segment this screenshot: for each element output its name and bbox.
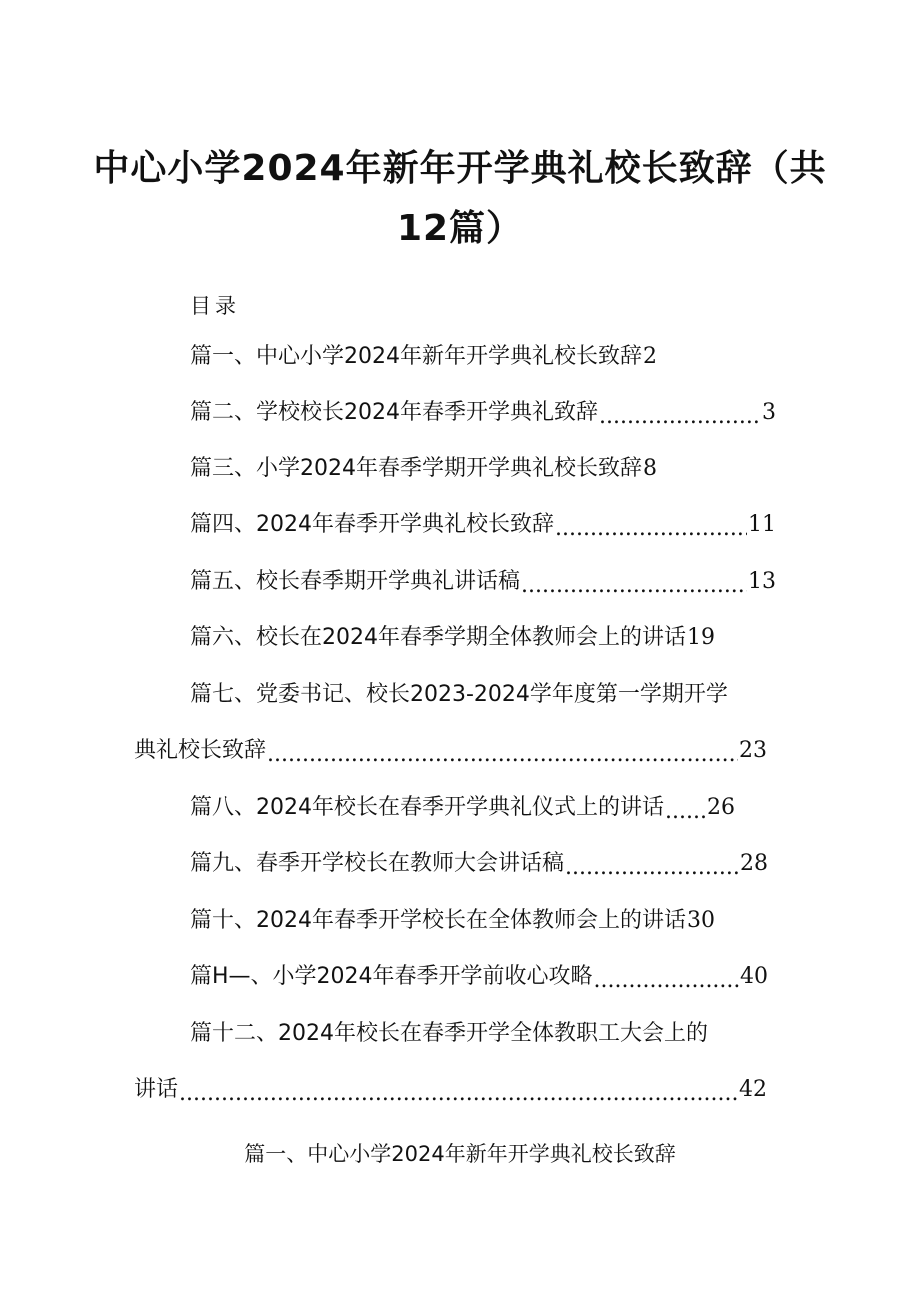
toc-entry-text: 篇十、2024年春季开学校长在全体教师会上的讲话 bbox=[190, 908, 686, 933]
toc-entry-text: 篇五、校长春季期开学典礼讲话稿 bbox=[190, 569, 521, 594]
document-title-line-1: 中心小学2024年新年开学典礼校长致辞（共 bbox=[93, 148, 827, 189]
toc-entry-11[interactable] bbox=[190, 960, 768, 994]
toc-entry-7-line-1[interactable] bbox=[190, 678, 728, 712]
toc-leader-dots bbox=[664, 799, 706, 825]
toc-entry-page: 2 bbox=[643, 344, 657, 369]
toc-entry-8[interactable] bbox=[190, 791, 735, 825]
toc-entry-12-line-1[interactable] bbox=[190, 1017, 708, 1051]
toc-entry-9[interactable] bbox=[190, 847, 768, 881]
toc-entry-page: 13 bbox=[748, 569, 776, 594]
toc-entry-page: 8 bbox=[643, 456, 657, 481]
toc-entry-text: 篇八、2024年校长在春季开学典礼仪式上的讲话 bbox=[190, 795, 664, 820]
toc-entry-page: 3 bbox=[762, 400, 776, 425]
toc-entry-7-line-2[interactable] bbox=[134, 734, 767, 768]
toc-entry-3[interactable] bbox=[190, 452, 657, 486]
toc-entry-1[interactable] bbox=[190, 340, 657, 374]
toc-entry-page: 40 bbox=[740, 964, 768, 989]
document-title-line-2: 12篇） bbox=[396, 208, 524, 249]
toc-entry-5[interactable] bbox=[190, 565, 776, 599]
section-heading: 篇一、中心小学2024年新年开学典礼校长致辞 bbox=[244, 1142, 676, 1166]
toc-entry-6[interactable] bbox=[190, 621, 715, 655]
toc-entry-text: 篇四、2024年春季开学典礼校长致辞 bbox=[190, 512, 554, 537]
toc-leader-dots bbox=[178, 1081, 738, 1107]
toc-leader-dots bbox=[593, 968, 739, 994]
toc-entry-page: 23 bbox=[739, 738, 767, 763]
toc-entry-text: 篇一、中心小学2024年新年开学典礼校长致辞 bbox=[190, 344, 642, 369]
toc-leader-dots bbox=[554, 516, 747, 542]
toc-entry-page: 19 bbox=[687, 625, 715, 650]
toc-entry-page: 26 bbox=[707, 795, 735, 820]
toc-leader-dots bbox=[266, 742, 738, 768]
toc-entry-text: 篇三、小学2024年春季学期开学典礼校长致辞 bbox=[190, 456, 642, 481]
toc-leader-dots bbox=[520, 573, 747, 599]
toc-entry-page: 42 bbox=[739, 1077, 767, 1102]
toc-entry-4[interactable] bbox=[190, 508, 776, 542]
toc-entry-page: 28 bbox=[740, 851, 768, 876]
toc-entry-page: 11 bbox=[748, 512, 776, 537]
toc-entry-10[interactable] bbox=[190, 904, 715, 938]
toc-label: 目录 bbox=[190, 294, 240, 318]
toc-entry-text: 篇七、党委书记、校长2023-2024学年度第一学期开学 bbox=[190, 682, 728, 707]
toc-leader-dots bbox=[564, 855, 739, 881]
toc-entry-text: 篇二、学校校长2024年春季开学典礼致辞 bbox=[190, 400, 598, 425]
toc-entry-text: 典礼校长致辞 bbox=[134, 738, 267, 763]
toc-entry-text: 篇九、春季开学校长在教师大会讲话稿 bbox=[190, 851, 565, 876]
toc-entry-text: 篇六、校长在2024年春季学期全体教师会上的讲话 bbox=[190, 625, 686, 650]
toc-entry-text: 篇十二、2024年校长在春季开学全体教职工大会上的 bbox=[190, 1021, 708, 1046]
toc-entry-12-line-2[interactable] bbox=[134, 1073, 767, 1107]
toc-leader-dots bbox=[598, 404, 761, 430]
toc-entry-2[interactable] bbox=[190, 396, 776, 430]
toc-entry-text: 篇H—、小学2024年春季开学前收心攻略 bbox=[190, 964, 593, 989]
toc-entry-page: 30 bbox=[687, 908, 715, 933]
toc-entry-text: 讲话 bbox=[134, 1077, 179, 1102]
